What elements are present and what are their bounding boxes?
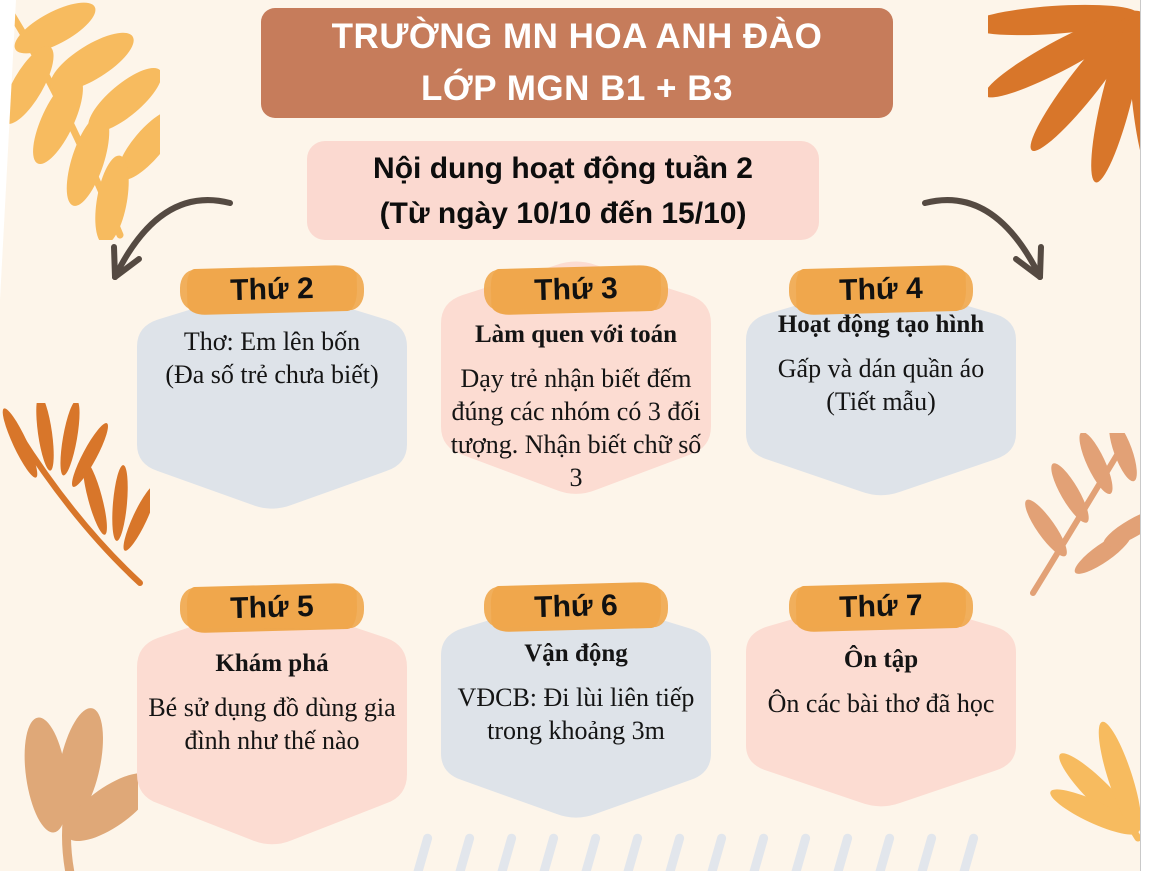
hatch-lines-decoration bbox=[418, 833, 1028, 871]
day-card-monday bbox=[128, 271, 416, 523]
day-label bbox=[186, 583, 357, 633]
activity-body: Thơ: Em lên bốn bbox=[183, 327, 361, 356]
activity-body-note: (Tiết mẫu) bbox=[826, 387, 936, 416]
activity-heading: Làm quen với toán bbox=[474, 321, 678, 348]
activity-body: VĐCB: Đi lùi liên tiếp trong khoảng 3m bbox=[457, 683, 695, 745]
day-label-text: Thứ 2 bbox=[229, 271, 315, 308]
activity-body: Ôn các bài thơ đã học bbox=[767, 689, 995, 718]
day-card-wednesday bbox=[737, 271, 1025, 509]
activity-heading: Hoạt động tạo hình bbox=[777, 311, 985, 338]
day-card-thursday bbox=[128, 589, 416, 860]
day-label bbox=[490, 582, 661, 632]
week-date-range: (Từ ngày 10/10 đến 15/10) bbox=[379, 196, 747, 230]
activity-body-note: (Đa số trẻ chưa biết) bbox=[165, 360, 379, 389]
day-card-friday bbox=[432, 588, 720, 832]
day-label-text: Thứ 4 bbox=[838, 271, 924, 308]
activity-heading: Ôn tập bbox=[843, 646, 919, 673]
fan-leaves-top-right-icon bbox=[988, 2, 1142, 192]
day-label-text: Thứ 7 bbox=[838, 588, 924, 625]
week-title: Nội dung hoạt động tuần 2 bbox=[373, 151, 753, 185]
activity-heading: Khám phá bbox=[215, 650, 329, 677]
week-subtitle-banner bbox=[307, 141, 819, 240]
day-card-saturday bbox=[737, 588, 1025, 820]
activity-body: Gấp và dán quần áo bbox=[777, 354, 985, 383]
leaves-bottom-right-icon bbox=[1026, 690, 1148, 845]
day-label bbox=[795, 265, 966, 315]
school-name: TRƯỜNG MN HOA ANH ĐÀO bbox=[331, 17, 823, 56]
day-label-text: Thứ 5 bbox=[229, 589, 315, 626]
day-label-text: Thứ 6 bbox=[533, 588, 619, 625]
sprout-bottom-left-icon bbox=[8, 695, 138, 871]
class-name: LỚP MGN B1 + B3 bbox=[421, 69, 733, 108]
scrollbar-track[interactable] bbox=[1140, 0, 1154, 871]
page-edge-wedge bbox=[0, 0, 16, 300]
school-title-banner bbox=[261, 8, 893, 118]
activity-body: Bé sử dụng đồ dùng gia đình như thế nào bbox=[148, 693, 396, 755]
activity-heading: Vận động bbox=[524, 640, 628, 667]
branch-leaves-top-left-icon bbox=[0, 0, 160, 240]
day-label-text: Thứ 3 bbox=[533, 271, 619, 308]
activity-body: Dạy trẻ nhận biết đếm đúng các nhóm có 3 đối tượng. Nhận biết chữ số 3 bbox=[450, 364, 702, 492]
branch-leaves-mid-right-icon bbox=[1008, 433, 1148, 598]
day-label bbox=[186, 265, 357, 315]
day-label bbox=[795, 582, 966, 632]
day-label bbox=[490, 265, 661, 315]
day-card-tuesday bbox=[432, 257, 720, 509]
